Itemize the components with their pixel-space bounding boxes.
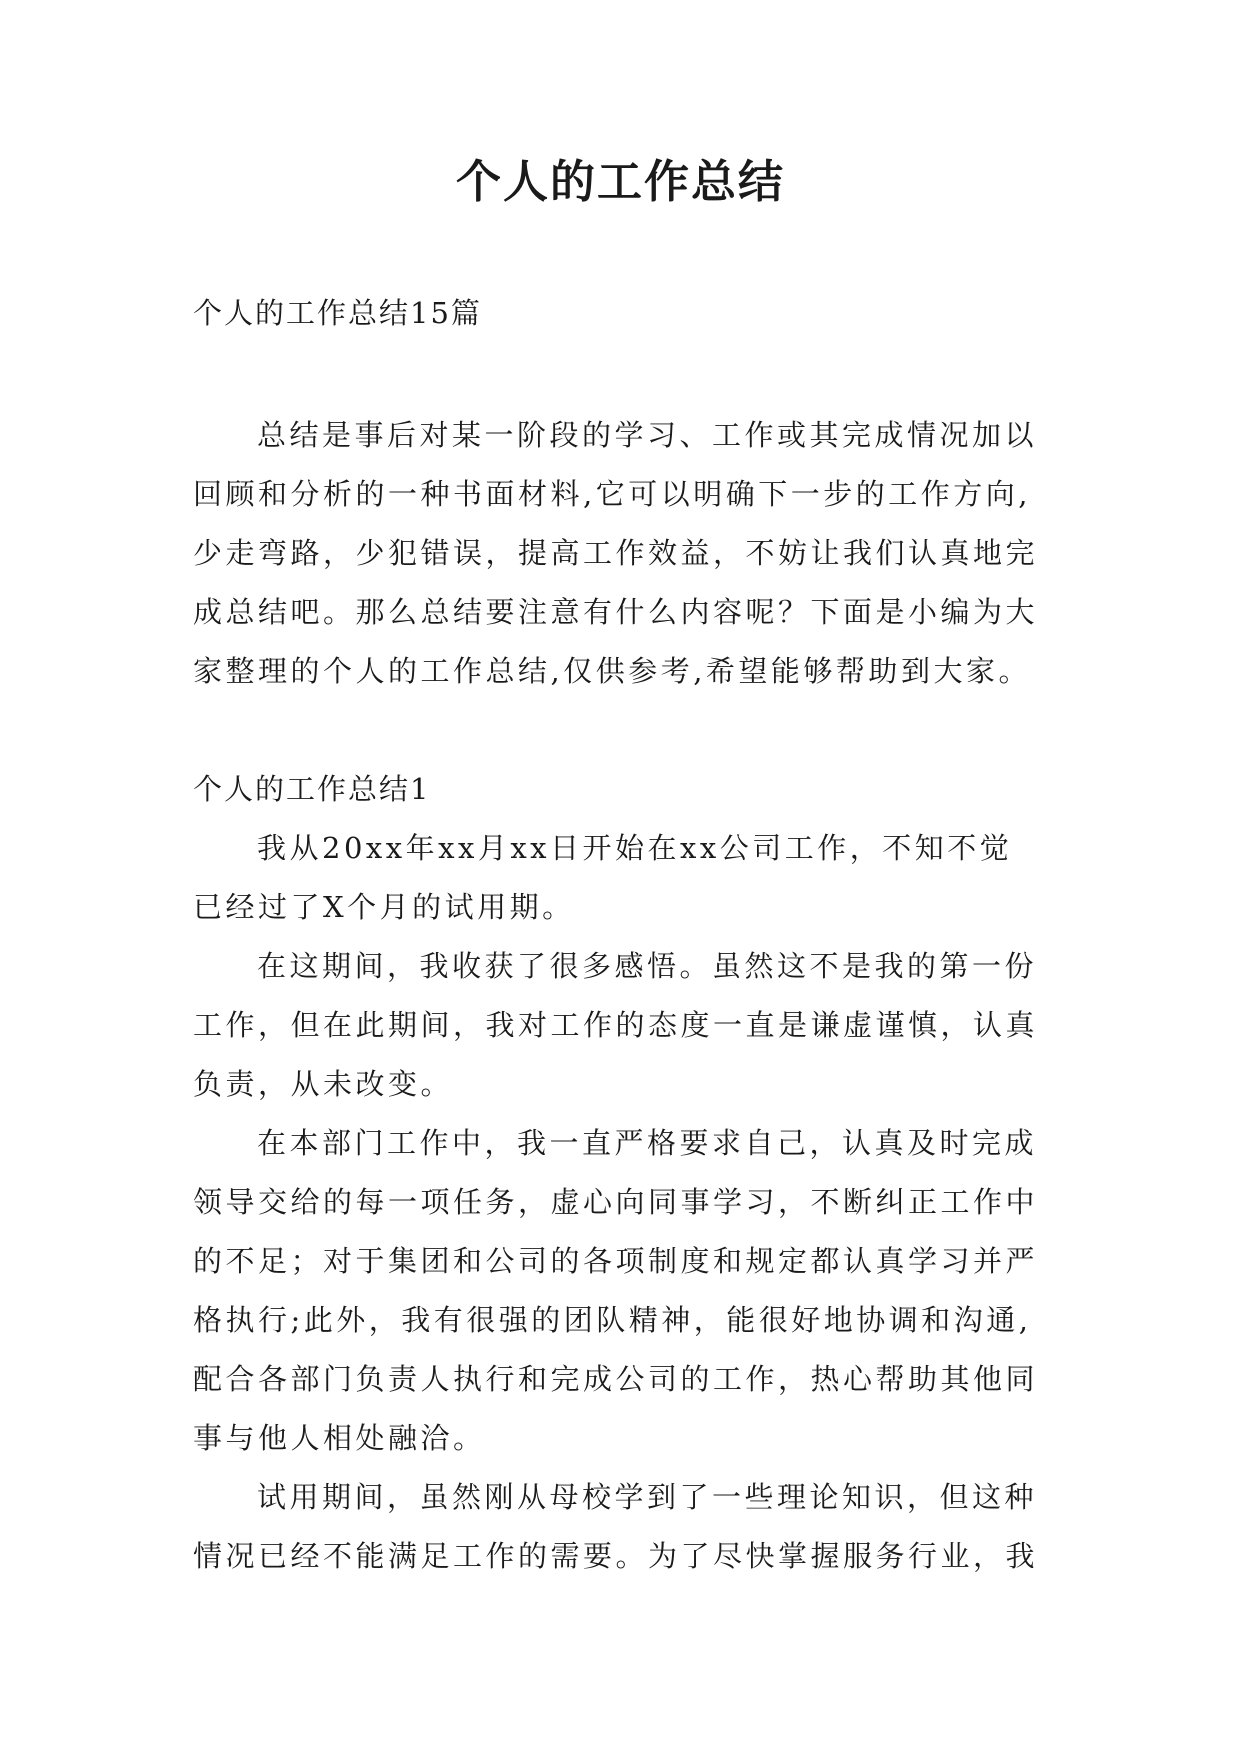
body-line: 格执行;此外，我有很强的团队精神，能很好地协调和沟通, — [193, 1303, 1032, 1337]
body-line: 试用期间，虽然刚从母校学到了一些理论知识，但这种 — [257, 1480, 1038, 1514]
intro-line: 少走弯路，少犯错误，提高工作效益，不妨让我们认真地完 — [193, 536, 1039, 570]
section-1 — [193, 760, 1056, 1586]
document-subtitle: 个人的工作总结15篇 — [193, 296, 482, 330]
body-line: 事与他人相处融洽。 — [193, 1421, 486, 1455]
body-line: 在本部门工作中，我一直严格要求自己，认真及时完成 — [257, 1126, 1038, 1160]
body-line: 情况已经不能满足工作的需要。为了尽快掌握服务行业，我 — [193, 1539, 1039, 1573]
body-line: 的不足；对于集团和公司的各项制度和规定都认真学习并严 — [193, 1244, 1039, 1278]
body-line: 在这期间，我收获了很多感悟。虽然这不是我的第一份 — [257, 949, 1038, 983]
body-line: 负责，从未改变。 — [193, 1067, 454, 1101]
intro-line: 家整理的个人的工作总结,仅供参考,希望能够帮助到大家。 — [193, 654, 1031, 688]
body-line: 领导交给的每一项任务，虚心向同事学习，不断纠正工作中 — [193, 1185, 1039, 1219]
body-line: 已经过了X个月的试用期。 — [193, 890, 575, 924]
intro-line: 成总结吧。那么总结要注意有什么内容呢？下面是小编为大 — [193, 595, 1039, 629]
body-line: 工作，但在此期间，我对工作的态度一直是谦虚谨慎，认真 — [193, 1008, 1039, 1042]
intro-line: 回顾和分析的一种书面材料,它可以明确下一步的工作方向, — [193, 477, 1031, 511]
section-heading: 个人的工作总结1 — [193, 772, 431, 806]
document-title: 个人的工作总结 — [455, 155, 785, 208]
body-line: 配合各部门负责人执行和完成公司的工作，热心帮助其他同 — [193, 1362, 1039, 1396]
intro-line: 总结是事后对某一阶段的学习、工作或其完成情况加以 — [257, 418, 1038, 452]
intro-paragraph — [193, 406, 1056, 701]
body-line: 我从20xx年xx月xx日开始在xx公司工作，不知不觉 — [257, 831, 1013, 865]
